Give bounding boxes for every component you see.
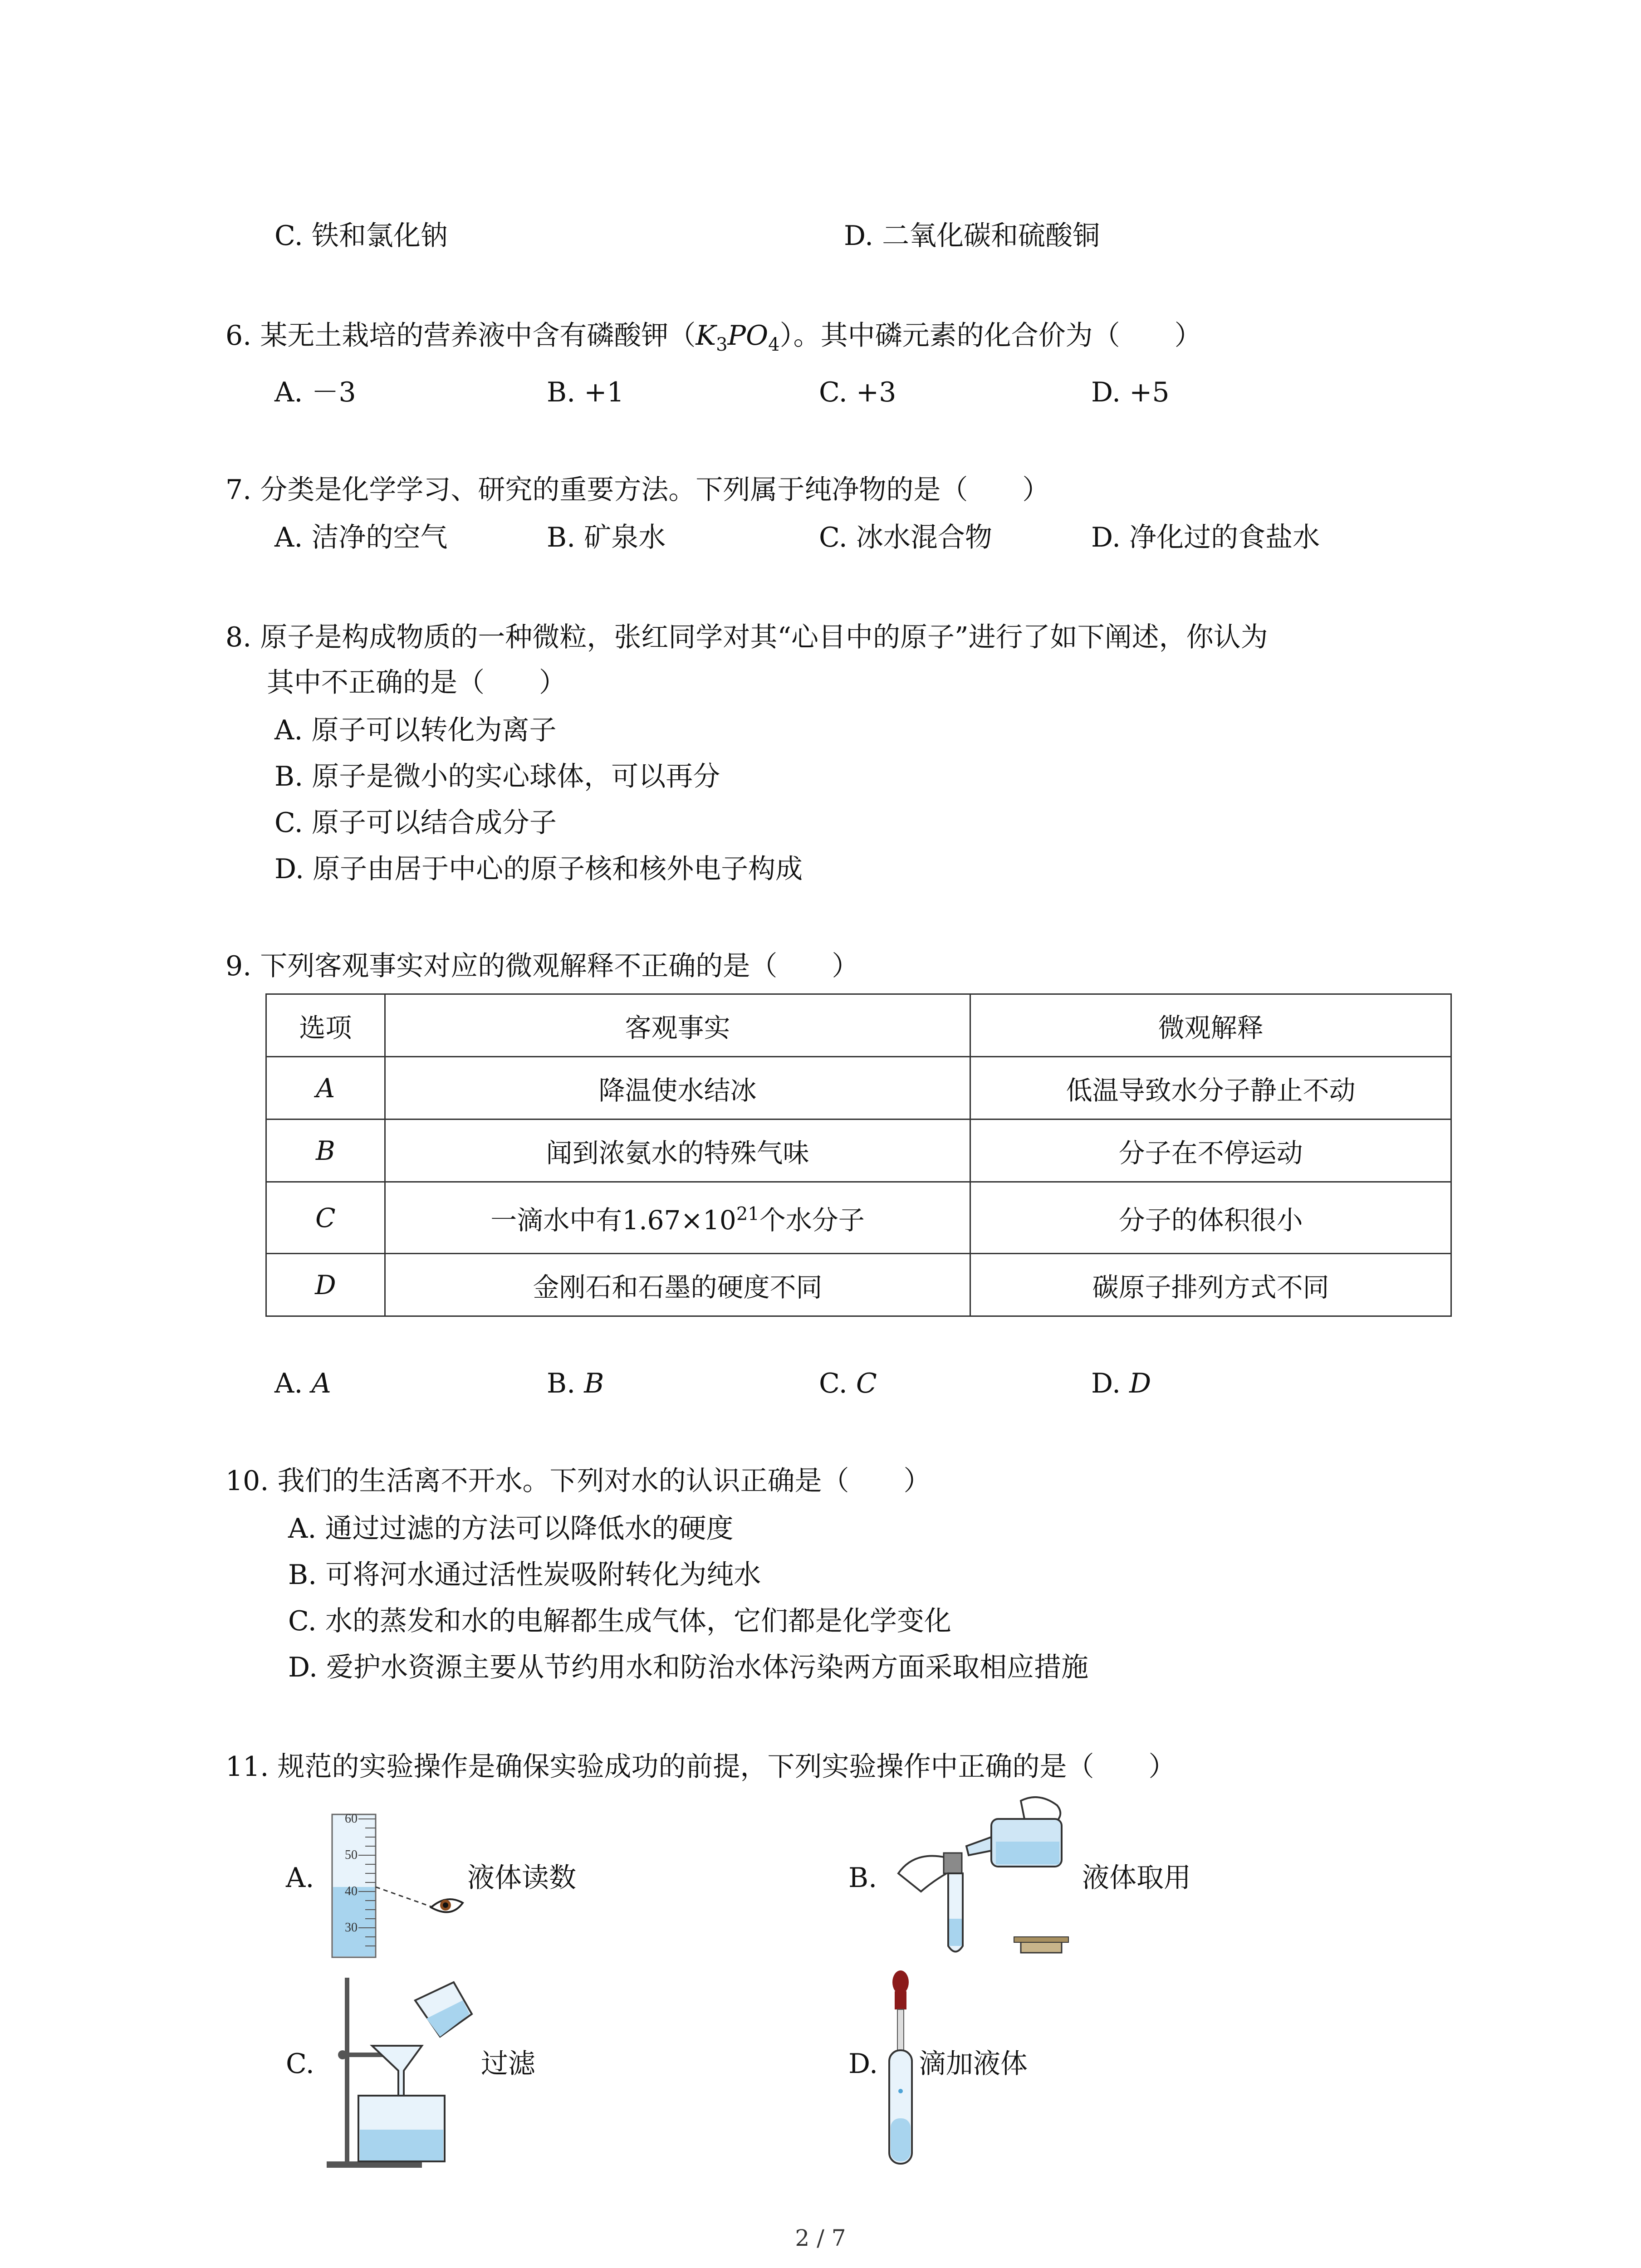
q6-option-a: A. －3 xyxy=(274,376,356,408)
table-row xyxy=(266,1182,1451,1254)
q9-row-d-option: D xyxy=(266,1254,385,1316)
q9-option-c xyxy=(819,1365,877,1402)
q10-option-b: B. 可将河水通过活性炭吸附转化为纯水 xyxy=(288,1559,761,1591)
q7-stem: 7. 分类是化学学习、研究的重要方法。下列属于纯净物的是（ ） xyxy=(225,474,1050,506)
filtration-apparatus-icon xyxy=(318,1969,499,2173)
q9-option-a-value: A xyxy=(311,1368,331,1399)
q9-option-d-label: D. xyxy=(1091,1368,1121,1399)
q7-option-c: C. 冰水混合物 xyxy=(819,522,992,553)
q9-row-a-fact: 降温使水结冰 xyxy=(385,1057,970,1119)
graduated-cylinder-icon xyxy=(327,1810,481,1964)
q6-formula-k: K xyxy=(696,320,716,352)
table-row xyxy=(266,1119,1451,1182)
q9-row-c-fact-after: 个水分子 xyxy=(759,1204,865,1236)
q9-row-c-option: C xyxy=(266,1182,385,1254)
q9-option-b xyxy=(547,1365,604,1402)
q6-stem-after: ）。其中磷元素的化合价为（ ） xyxy=(779,320,1202,352)
q10-option-d: D. 爱护水资源主要从节约用水和防治水体污染两方面采取相应措施 xyxy=(288,1652,1089,1683)
q9-header-fact: 客观事实 xyxy=(385,994,970,1057)
q8-option-d: D. 原子由居于中心的原子核和核外电子构成 xyxy=(274,853,803,885)
q6-formula-sub4: 4 xyxy=(768,334,780,355)
q10-stem: 10. 我们的生活离不开水。下列对水的认识正确是（ ） xyxy=(225,1465,931,1497)
q6-stem xyxy=(225,318,1202,354)
q6-option-d: D. +5 xyxy=(1091,376,1170,408)
q9-option-d-value: D xyxy=(1129,1368,1151,1399)
q9-option-c-label: C. xyxy=(819,1368,847,1399)
q11-option-c-caption: 过滤 xyxy=(481,2048,535,2080)
q8-stem-line2: 其中不正确的是（ ） xyxy=(267,667,566,699)
q11-option-a-label: A. xyxy=(286,1862,314,1894)
q10-option-c: C. 水的蒸发和水的电解都生成气体，它们都是化学变化 xyxy=(288,1605,951,1637)
q5-option-d: D. 二氧化碳和硫酸铜 xyxy=(844,220,1100,252)
q8-option-c: C. 原子可以结合成分子 xyxy=(274,807,557,839)
q9-header-option: 选项 xyxy=(266,994,385,1057)
q8-stem-line1: 8. 原子是构成物质的一种微粒，张红同学对其“心目中的原子”进行了如下阐述，你认为 xyxy=(225,621,1268,653)
q9-option-b-label: B. xyxy=(547,1368,576,1399)
pouring-liquid-icon xyxy=(894,1783,1084,1987)
q9-row-a-explanation: 低温导致水分子静止不动 xyxy=(970,1057,1451,1119)
q9-option-c-value: C xyxy=(856,1368,877,1399)
q9-row-b-fact: 闻到浓氨水的特殊气味 xyxy=(385,1119,970,1182)
q9-option-a xyxy=(274,1365,331,1402)
q11-option-b-label: B. xyxy=(848,1862,877,1894)
q9-row-b-explanation: 分子在不停运动 xyxy=(970,1119,1451,1182)
q9-row-c-fact-before: 一滴水中有1.67×10 xyxy=(490,1204,736,1236)
q9-table xyxy=(265,993,1452,1317)
q9-row-d-explanation: 碳原子排列方式不同 xyxy=(970,1254,1451,1316)
q11-option-d-caption: 滴加液体 xyxy=(919,2048,1028,2080)
q11-stem: 11. 规范的实验操作是确保实验成功的前提，下列实验操作中正确的是（ ） xyxy=(225,1751,1176,1783)
q8-option-b: B. 原子是微小的实心球体，可以再分 xyxy=(274,761,720,792)
q9-header-explanation: 微观解释 xyxy=(970,994,1451,1057)
table-row xyxy=(266,1057,1451,1119)
q7-option-a: A. 洁净的空气 xyxy=(274,522,448,553)
dropper-icon xyxy=(880,1969,921,2173)
q9-row-c-explanation: 分子的体积很小 xyxy=(970,1182,1451,1254)
iron-stand-icon xyxy=(345,1978,349,2164)
q9-row-c-fact xyxy=(385,1182,970,1254)
q9-option-d xyxy=(1091,1365,1151,1402)
q6-formula-sub3: 3 xyxy=(716,334,728,355)
q10-option-a: A. 通过过滤的方法可以降低水的硬度 xyxy=(288,1513,734,1545)
q6-option-c: C. +3 xyxy=(819,376,896,408)
q6-option-b: B. +1 xyxy=(547,376,624,408)
cylinder-tick-60: 60 xyxy=(345,1812,358,1826)
q9-row-d-fact: 金刚石和石墨的硬度不同 xyxy=(385,1254,970,1316)
q11-option-b-caption: 液体取用 xyxy=(1082,1862,1191,1894)
page-number: 2 / 7 xyxy=(795,2225,846,2251)
q9-row-c-fact-sup: 21 xyxy=(736,1203,759,1225)
q6-formula-po: PO xyxy=(727,320,769,352)
q6-stem-before: 6. 某无土栽培的营养液中含有磷酸钾（ xyxy=(225,320,696,352)
eye-icon xyxy=(431,1899,463,1912)
q5-option-c: C. 铁和氯化钠 xyxy=(274,220,448,252)
cylinder-tick-40: 40 xyxy=(345,1884,358,1898)
q9-option-a-label: A. xyxy=(274,1368,303,1399)
q7-option-d: D. 净化过的食盐水 xyxy=(1091,522,1320,553)
cylinder-tick-30: 30 xyxy=(345,1921,358,1935)
q11-option-a-caption: 液体读数 xyxy=(467,1862,576,1894)
q9-row-a-option: A xyxy=(266,1057,385,1119)
table-row xyxy=(266,1254,1451,1316)
q11-option-d-label: D. xyxy=(848,2048,878,2080)
q8-option-a: A. 原子可以转化为离子 xyxy=(274,714,557,746)
q9-table-header-row xyxy=(266,994,1451,1057)
cylinder-tick-50: 50 xyxy=(345,1848,358,1862)
q11-option-c-label: C. xyxy=(286,2048,314,2080)
q9-stem: 9. 下列客观事实对应的微观解释不正确的是（ ） xyxy=(225,950,859,982)
q9-option-b-value: B xyxy=(584,1368,604,1399)
q7-option-b: B. 矿泉水 xyxy=(547,522,666,553)
q9-row-b-option: B xyxy=(266,1119,385,1182)
